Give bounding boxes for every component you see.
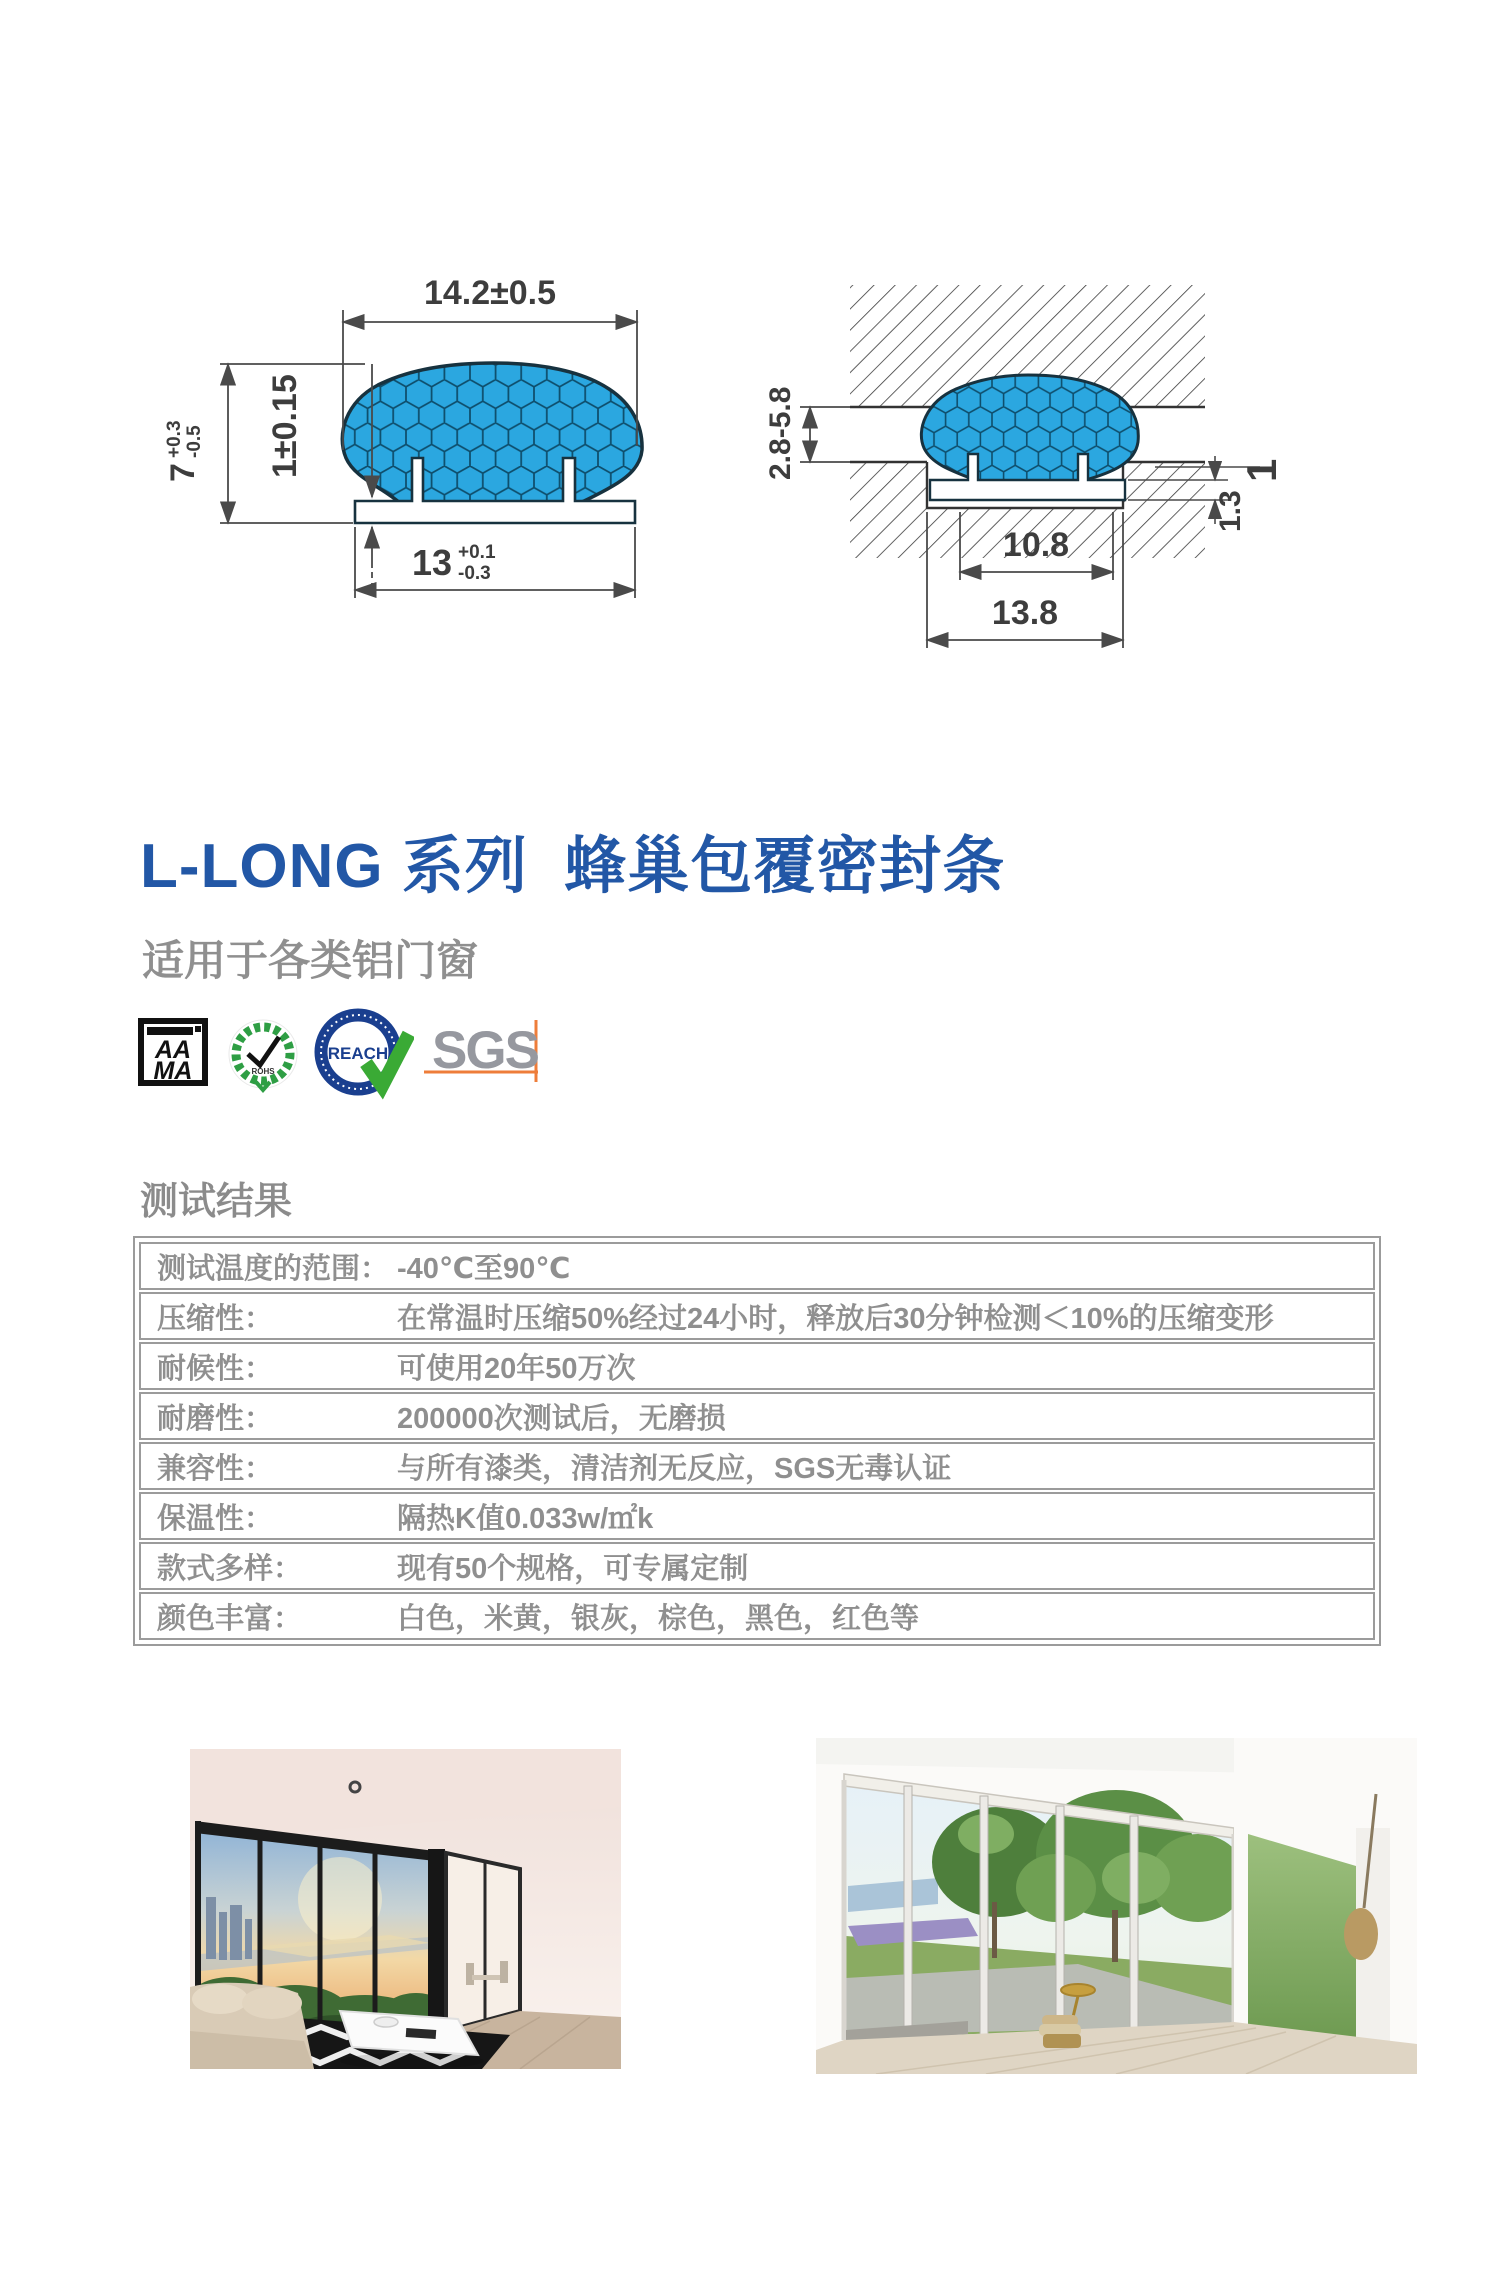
dim-width-top-label: 14.2±0.5 <box>423 274 557 312</box>
row-label: 颜色丰富： <box>157 1602 303 1635</box>
row-label: 耐候性： <box>157 1352 274 1385</box>
row-value: 可使用20年50万次 <box>397 1352 636 1385</box>
dim-base-thickness-label <box>266 374 304 478</box>
table-row <box>139 1492 1375 1540</box>
svg-text:REACH: REACH <box>327 1044 389 1063</box>
dim-height-label <box>164 420 205 482</box>
dim-inner-label: 10.8 <box>1002 526 1070 564</box>
svg-text:-0.5: -0.5 <box>184 425 205 458</box>
installed-foam-body <box>921 375 1138 481</box>
table-row <box>139 1292 1375 1340</box>
svg-text:1.3: 1.3 <box>1214 490 1247 532</box>
row-value: 隔热K值0.033w/㎡k <box>397 1502 654 1535</box>
svg-text:7: 7 <box>164 463 202 482</box>
results-table <box>133 1236 1381 1646</box>
svg-text:SGS: SGS <box>432 1021 538 1080</box>
svg-text:MA: MA <box>153 1057 193 1085</box>
row-label: 兼容性： <box>157 1452 274 1485</box>
dim-width-bottom-label <box>412 542 496 584</box>
svg-text:1±0.15: 1±0.15 <box>266 374 304 478</box>
row-value: 现有50个规格，可专属定制 <box>397 1552 749 1585</box>
page-subtitle: 适用于各类铝门窗 <box>142 937 479 984</box>
dim-flange-label <box>1238 459 1285 482</box>
table-row <box>139 1542 1375 1590</box>
rohs-wreath-icon <box>226 1012 300 1098</box>
row-label: 保温性： <box>157 1502 274 1535</box>
row-label: 耐磨性： <box>157 1402 274 1435</box>
photo-garden-window-hall <box>816 1738 1417 2074</box>
table-row <box>139 1442 1375 1490</box>
row-value: -40℃至90℃ <box>397 1252 571 1285</box>
results-heading: 测试结果 <box>140 1181 293 1223</box>
row-value: 白色，米黄，银灰，棕色，黑色，红色等 <box>397 1602 920 1635</box>
row-value: 在常温时压缩50%经过24小时，释放后30分钟检测＜10%的压缩变形 <box>397 1302 1274 1335</box>
svg-text:+0.1: +0.1 <box>458 542 496 563</box>
row-value: 200000次测试后，无磨损 <box>397 1402 726 1435</box>
dim-lip-label <box>1214 490 1247 532</box>
svg-text:13: 13 <box>411 542 452 583</box>
row-label: 款式多样： <box>157 1552 303 1585</box>
table-row <box>139 1242 1375 1290</box>
dim-gap-label <box>764 387 797 480</box>
sgs-certification-icon <box>424 1018 544 1084</box>
table-row <box>139 1392 1375 1440</box>
seal-installation-drawing <box>760 250 1380 680</box>
table-row <box>139 1342 1375 1390</box>
svg-text:ROHS: ROHS <box>251 1067 275 1076</box>
seal-cross-section-drawing <box>150 250 710 650</box>
foam-body <box>342 363 642 503</box>
aama-certification-icon <box>138 1018 208 1090</box>
svg-text:AA: AA <box>154 1036 192 1064</box>
row-label: 压缩性： <box>157 1302 274 1335</box>
row-label: 测试温度的范围： <box>157 1252 390 1285</box>
svg-text:+0.3: +0.3 <box>164 420 185 458</box>
reach-certification-icon <box>314 1008 414 1103</box>
dim-outer-label: 13.8 <box>991 594 1059 632</box>
svg-text:2.8-5.8: 2.8-5.8 <box>764 386 797 480</box>
photo-corner-window-room <box>190 1749 621 2069</box>
svg-text:-0.3: -0.3 <box>458 563 491 584</box>
dim-gap-lines <box>800 407 850 462</box>
page-title: L-LONG 系列 蜂巢包覆密封条 <box>140 832 1006 901</box>
row-value: 与所有漆类，清洁剂无反应，SGS无毒认证 <box>397 1452 952 1485</box>
svg-text:1: 1 <box>1238 458 1285 482</box>
table-row <box>139 1592 1375 1640</box>
